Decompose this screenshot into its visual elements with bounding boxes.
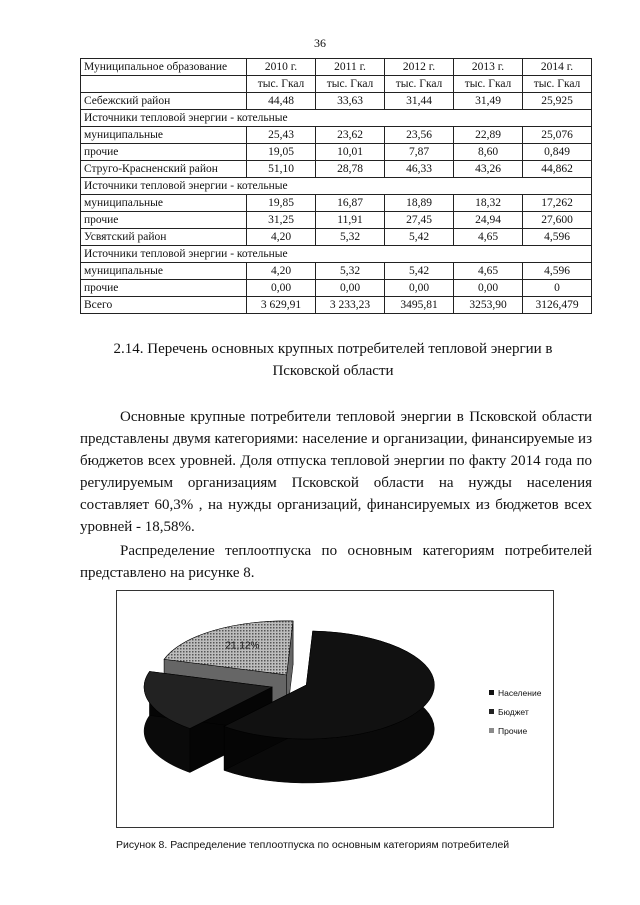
legend-label: Бюджет <box>498 706 529 717</box>
table-row <box>81 195 592 212</box>
table-row <box>81 280 592 297</box>
value-cell: 23,62 <box>316 127 385 144</box>
legend-label: Прочие <box>498 725 528 736</box>
value-cell: 3126,479 <box>523 297 592 314</box>
row-label: прочие <box>81 280 247 297</box>
value-cell: 0 <box>523 280 592 297</box>
section-heading: 2.14. Перечень основных крупных потребителей тепловой энергии в Псковской области <box>113 341 553 379</box>
value-cell: 4,20 <box>247 229 316 246</box>
row-label: прочие <box>81 212 247 229</box>
table-row <box>81 178 592 195</box>
page-number: 36 <box>314 36 326 50</box>
value-cell: 3253,90 <box>454 297 523 314</box>
heat-supply-table <box>80 58 592 314</box>
pie-chart-frame <box>116 590 554 828</box>
legend-item <box>489 721 541 740</box>
unit-cell: тыс. Гкал <box>247 76 316 93</box>
paragraph-figure-reference: Распределение теплоотпуска по основным категориям потребителей представлено на рисунке 8. <box>80 543 592 581</box>
value-cell: 4,20 <box>247 263 316 280</box>
value-cell: 0,00 <box>316 280 385 297</box>
table-row <box>81 144 592 161</box>
row-label: Источники тепловой энергии - котельные <box>81 178 592 195</box>
unit-cell <box>81 76 247 93</box>
value-cell: 8,60 <box>454 144 523 161</box>
pie-chart <box>117 591 477 827</box>
municipality-header: Муниципальное образование <box>81 59 247 76</box>
year-header: 2010 г. <box>247 59 316 76</box>
value-cell: 27,45 <box>385 212 454 229</box>
value-cell: 31,44 <box>385 93 454 110</box>
value-cell: 5,42 <box>385 263 454 280</box>
value-cell: 0,00 <box>454 280 523 297</box>
value-cell: 11,91 <box>316 212 385 229</box>
value-cell: 4,596 <box>523 229 592 246</box>
value-cell: 0,00 <box>385 280 454 297</box>
row-label: Всего <box>81 297 247 314</box>
table-row <box>81 161 592 178</box>
table-row <box>81 127 592 144</box>
unit-cell: тыс. Гкал <box>316 76 385 93</box>
year-header: 2013 г. <box>454 59 523 76</box>
legend-swatch <box>489 728 494 733</box>
value-cell: 16,87 <box>316 195 385 212</box>
table-row <box>81 110 592 127</box>
table-header-row <box>81 59 592 76</box>
value-cell: 24,94 <box>454 212 523 229</box>
value-cell: 25,43 <box>247 127 316 144</box>
value-cell: 44,48 <box>247 93 316 110</box>
unit-cell: тыс. Гкал <box>454 76 523 93</box>
legend-swatch <box>489 709 494 714</box>
row-label: Себежский район <box>81 93 247 110</box>
value-cell: 5,42 <box>385 229 454 246</box>
value-cell: 4,65 <box>454 229 523 246</box>
value-cell: 5,32 <box>316 263 385 280</box>
value-cell: 3495,81 <box>385 297 454 314</box>
value-cell: 31,25 <box>247 212 316 229</box>
value-cell: 0,849 <box>523 144 592 161</box>
value-cell: 3 629,91 <box>247 297 316 314</box>
value-cell: 7,87 <box>385 144 454 161</box>
value-cell: 19,05 <box>247 144 316 161</box>
legend-label: Население <box>498 687 542 698</box>
row-label: Струго-Красненский район <box>81 161 247 178</box>
legend-item <box>489 702 541 721</box>
unit-cell: тыс. Гкал <box>385 76 454 93</box>
value-cell: 25,925 <box>523 93 592 110</box>
value-cell: 46,33 <box>385 161 454 178</box>
paragraph-consumers: Основные крупные потребители тепловой энергии в Псковской области представлены двумя категориями: население и организации, финансируемые из бюджетов всех уровней. Доля отпуска тепловой энергии по факту 2014 года по регулируемым организациям Псковской области на нужды населения составляет 60,3% , на нужды организаций, финансируемых из бюджетов всех уровней - 18,58%. <box>80 409 592 535</box>
value-cell: 4,65 <box>454 263 523 280</box>
value-cell: 31,49 <box>454 93 523 110</box>
table-row <box>81 229 592 246</box>
row-label: муниципальные <box>81 127 247 144</box>
legend-swatch <box>489 690 494 695</box>
row-label: Источники тепловой энергии - котельные <box>81 110 592 127</box>
value-cell: 44,862 <box>523 161 592 178</box>
legend-item <box>489 683 541 702</box>
row-label: прочие <box>81 144 247 161</box>
row-label: муниципальные <box>81 263 247 280</box>
chart-legend <box>489 683 541 740</box>
year-header: 2014 г. <box>523 59 592 76</box>
table-row <box>81 246 592 263</box>
table-units-row <box>81 76 592 93</box>
value-cell: 51,10 <box>247 161 316 178</box>
row-label: Источники тепловой энергии - котельные <box>81 246 592 263</box>
value-cell: 18,89 <box>385 195 454 212</box>
table-row <box>81 93 592 110</box>
figure-caption: Рисунок 8. Распределение теплоотпуска по основным категориям потребителей <box>116 839 510 851</box>
value-cell: 17,262 <box>523 195 592 212</box>
unit-cell: тыс. Гкал <box>523 76 592 93</box>
year-header: 2012 г. <box>385 59 454 76</box>
value-cell: 3 233,23 <box>316 297 385 314</box>
table-row <box>81 212 592 229</box>
value-cell: 28,78 <box>316 161 385 178</box>
value-cell: 5,32 <box>316 229 385 246</box>
pie-data-label: 21,12% <box>225 640 260 652</box>
value-cell: 25,076 <box>523 127 592 144</box>
row-label: муниципальные <box>81 195 247 212</box>
value-cell: 4,596 <box>523 263 592 280</box>
value-cell: 10,01 <box>316 144 385 161</box>
value-cell: 0,00 <box>247 280 316 297</box>
value-cell: 23,56 <box>385 127 454 144</box>
value-cell: 27,600 <box>523 212 592 229</box>
year-header: 2011 г. <box>316 59 385 76</box>
value-cell: 33,63 <box>316 93 385 110</box>
value-cell: 43,26 <box>454 161 523 178</box>
table-row <box>81 297 592 314</box>
value-cell: 22,89 <box>454 127 523 144</box>
value-cell: 19,85 <box>247 195 316 212</box>
table-row <box>81 263 592 280</box>
row-label: Усвятский район <box>81 229 247 246</box>
value-cell: 18,32 <box>454 195 523 212</box>
